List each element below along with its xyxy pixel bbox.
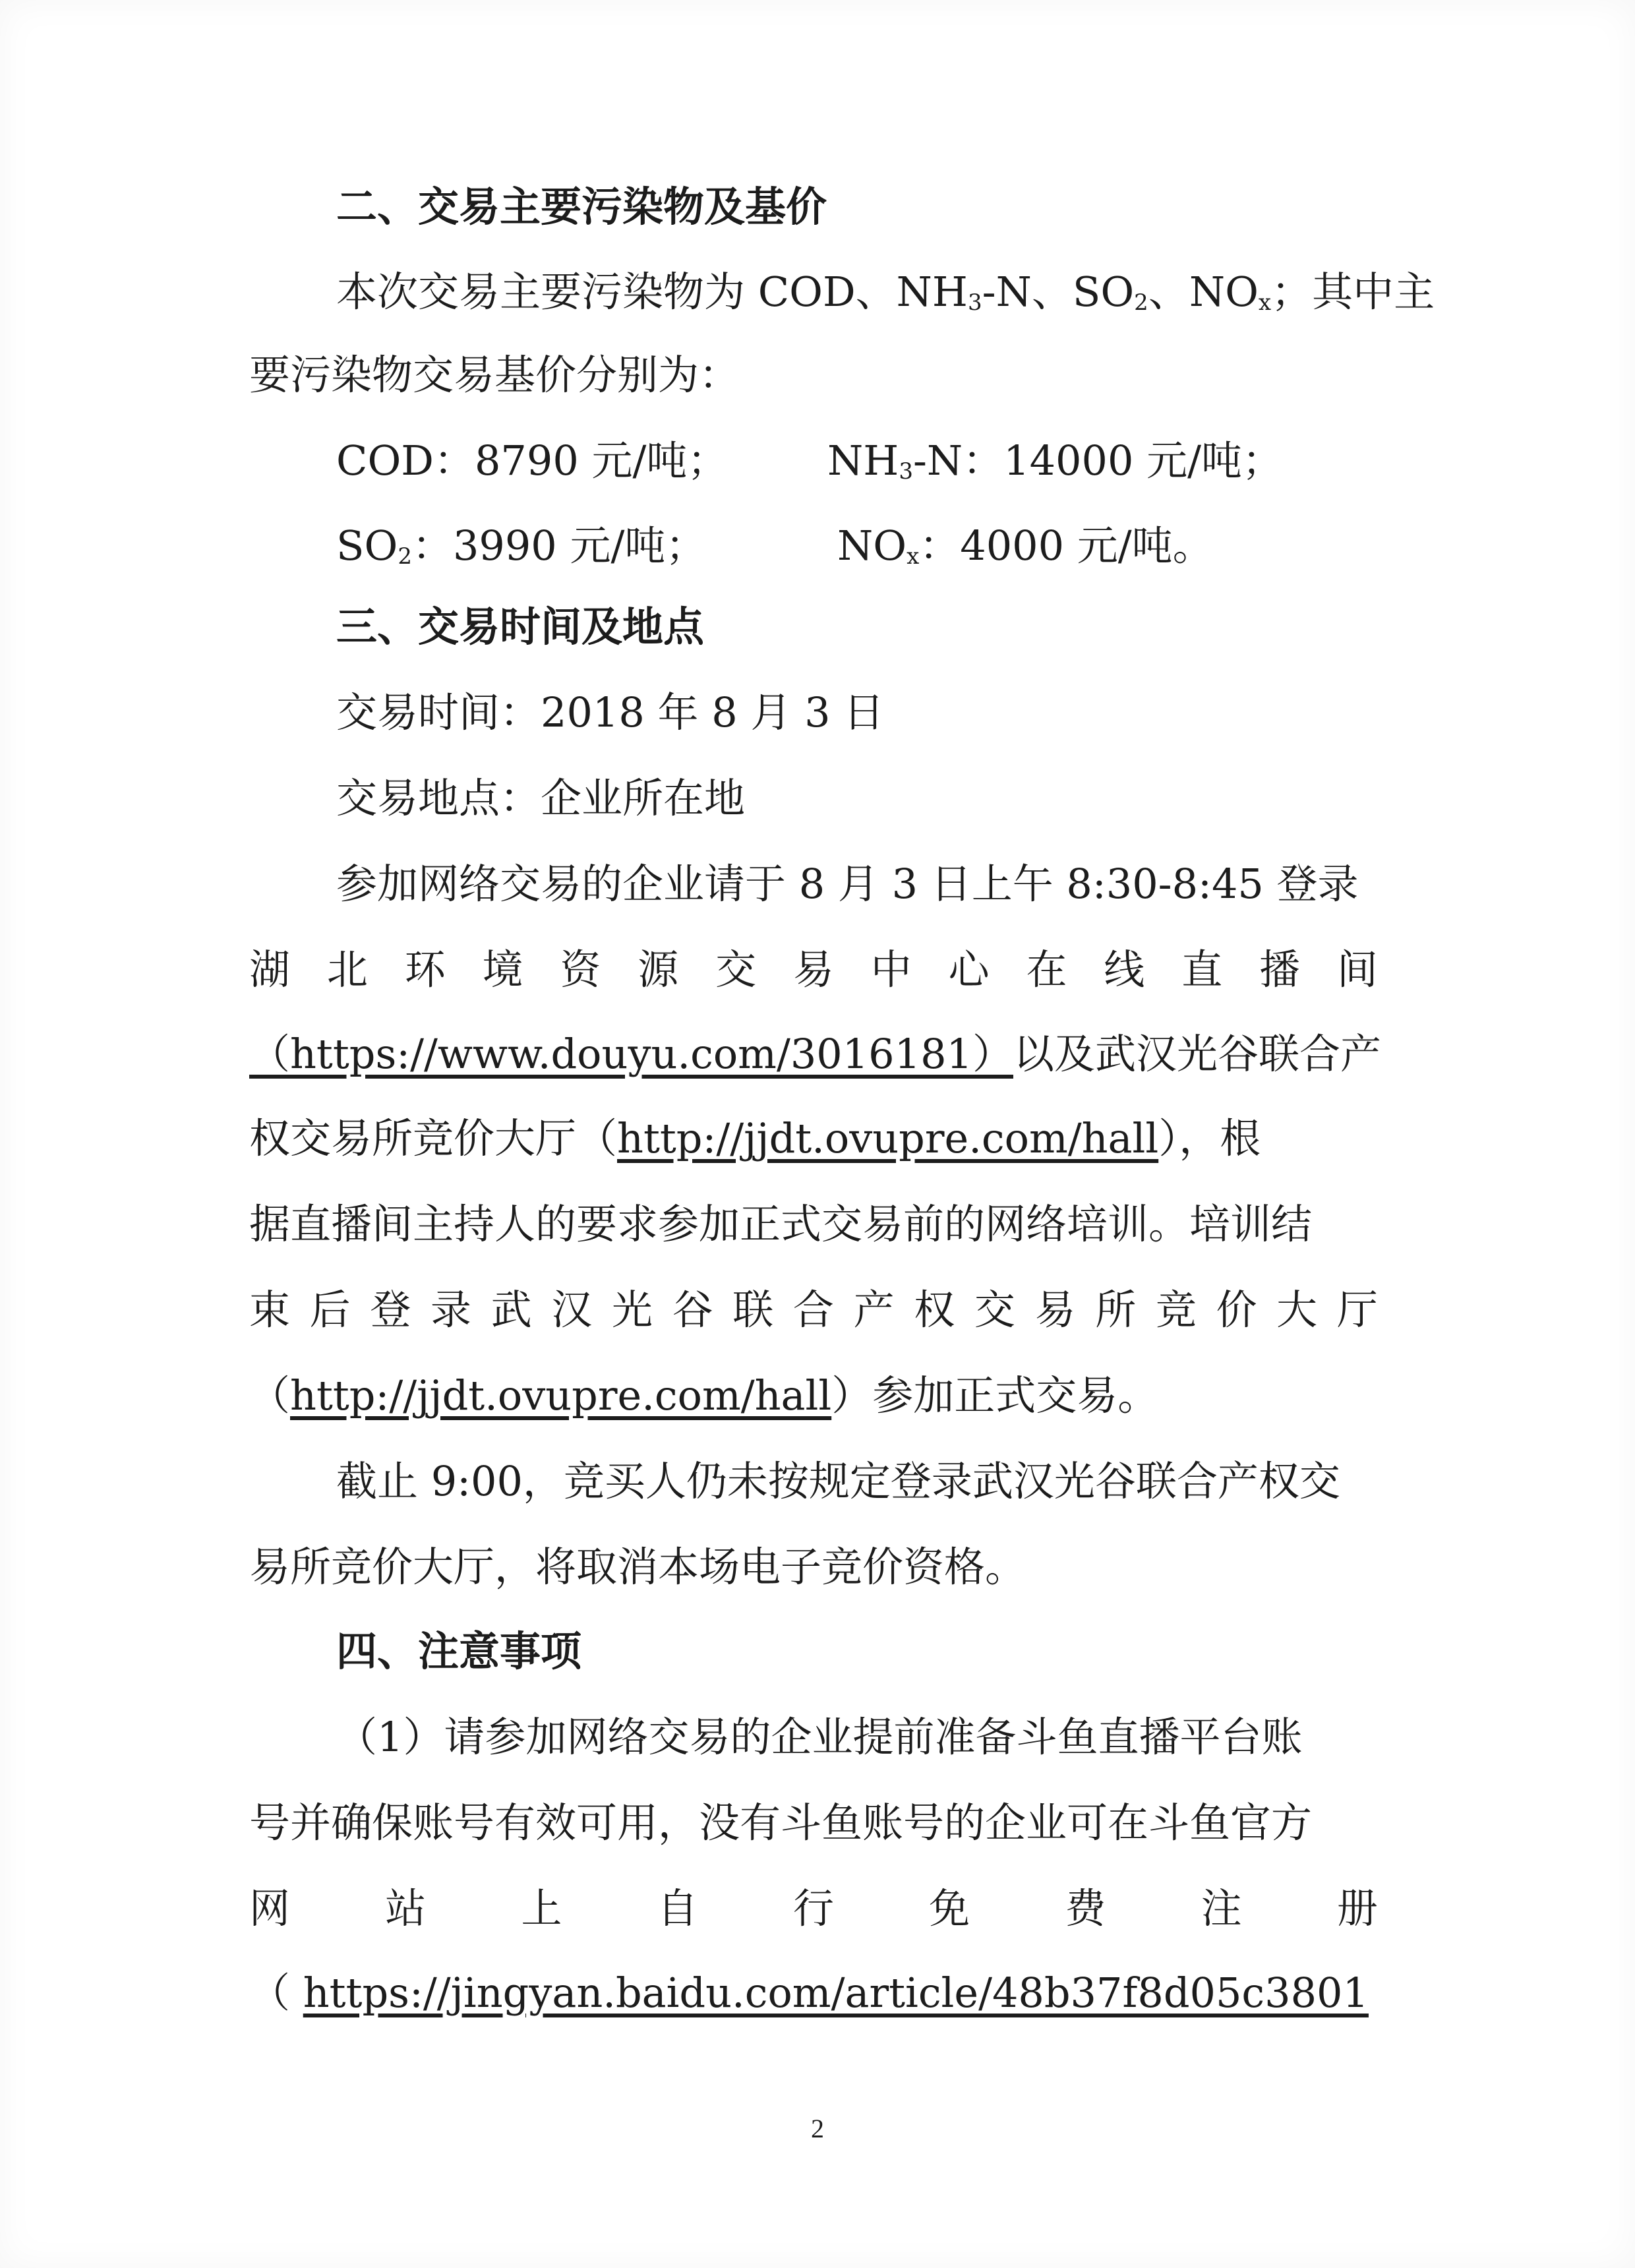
douyu-live-link[interactable]: （https://www.douyu.com/3016181） bbox=[249, 1030, 1013, 1078]
section-3-paragraph-line-6: 束 后 登 录 武 汉 光 谷 联 合 产 权 交 易 所 竞 价 大 厅 bbox=[249, 1286, 1378, 1334]
bidding-hall-link[interactable]: http://jjdt.ovupre.com/hall bbox=[617, 1114, 1159, 1162]
section-3-paragraph-line-4: 权交易所竞价大厅（http://jjdt.ovupre.com/hall），根 bbox=[249, 1114, 1261, 1162]
section-3-paragraph-line-3: （https://www.douyu.com/3016181）以及武汉光谷联合产 bbox=[249, 1030, 1381, 1078]
price-nh3n: $NH_3-N$：14000 元/吨； bbox=[827, 436, 1283, 485]
deadline-line-1: 截止 9:00，竞买人仍未按规定登录武汉光谷联合产权交 bbox=[336, 1457, 1340, 1505]
page-number: 2 bbox=[811, 2114, 824, 2143]
section-3-paragraph-line-1: 参加网络交易的企业请于 8 月 3 日上午 8:30-8:45 登录 bbox=[336, 860, 1359, 908]
notice-item-1-line-1: （1）请参加网络交易的企业提前准备斗鱼直播平台账 bbox=[336, 1713, 1303, 1761]
notice-item-1-line-4: （ https://jingyan.baidu.com/article/48b37f8d05c3801 bbox=[249, 1969, 1369, 2017]
section-2-paragraph-line-1: 本次交易主要污染物为 COD、$NH_3-N$、$SO_2$、$NO_x$；其中主 bbox=[336, 268, 1435, 316]
bidding-hall-link-2[interactable]: http://jjdt.ovupre.com/hall bbox=[290, 1371, 832, 1419]
section-3-paragraph-line-2: 湖 北 环 境 资 源 交 易 中 心 在 线 直 播 间 bbox=[249, 945, 1378, 994]
section-3-paragraph-line-5: 据直播间主持人的要求参加正式交易前的网络培训。培训结 bbox=[249, 1200, 1313, 1248]
price-nox: $NO_x$：4000 元/吨。 bbox=[837, 522, 1214, 570]
notice-item-1-line-2: 号并确保账号有效可用，没有斗鱼账号的企业可在斗鱼官方 bbox=[249, 1799, 1313, 1847]
section-3-paragraph-line-7: （http://jjdt.ovupre.com/hall）参加正式交易。 bbox=[249, 1371, 1159, 1419]
deadline-line-2: 易所竞价大厅，将取消本场电子竞价资格。 bbox=[249, 1543, 1026, 1591]
price-so2: $SO_2$：3990 元/吨； bbox=[336, 522, 707, 570]
price-cod: COD：8790 元/吨； bbox=[336, 436, 728, 485]
section-2-heading: 二、交易主要污染物及基价 bbox=[336, 183, 827, 231]
section-4-heading: 四、注意事项 bbox=[336, 1627, 582, 1675]
notice-item-1-line-3: 网 站 上 自 行 免 费 注 册 bbox=[249, 1884, 1378, 1932]
douyu-registration-link[interactable]: https://jingyan.baidu.com/article/48b37f8d05c3801 bbox=[303, 1969, 1369, 2017]
trade-time: 交易时间：2018 年 8 月 3 日 bbox=[336, 688, 885, 736]
section-3-heading: 三、交易时间及地点 bbox=[336, 603, 705, 651]
trade-place: 交易地点：企业所在地 bbox=[336, 774, 746, 822]
section-2-paragraph-line-2: 要污染物交易基价分别为： bbox=[249, 351, 740, 399]
